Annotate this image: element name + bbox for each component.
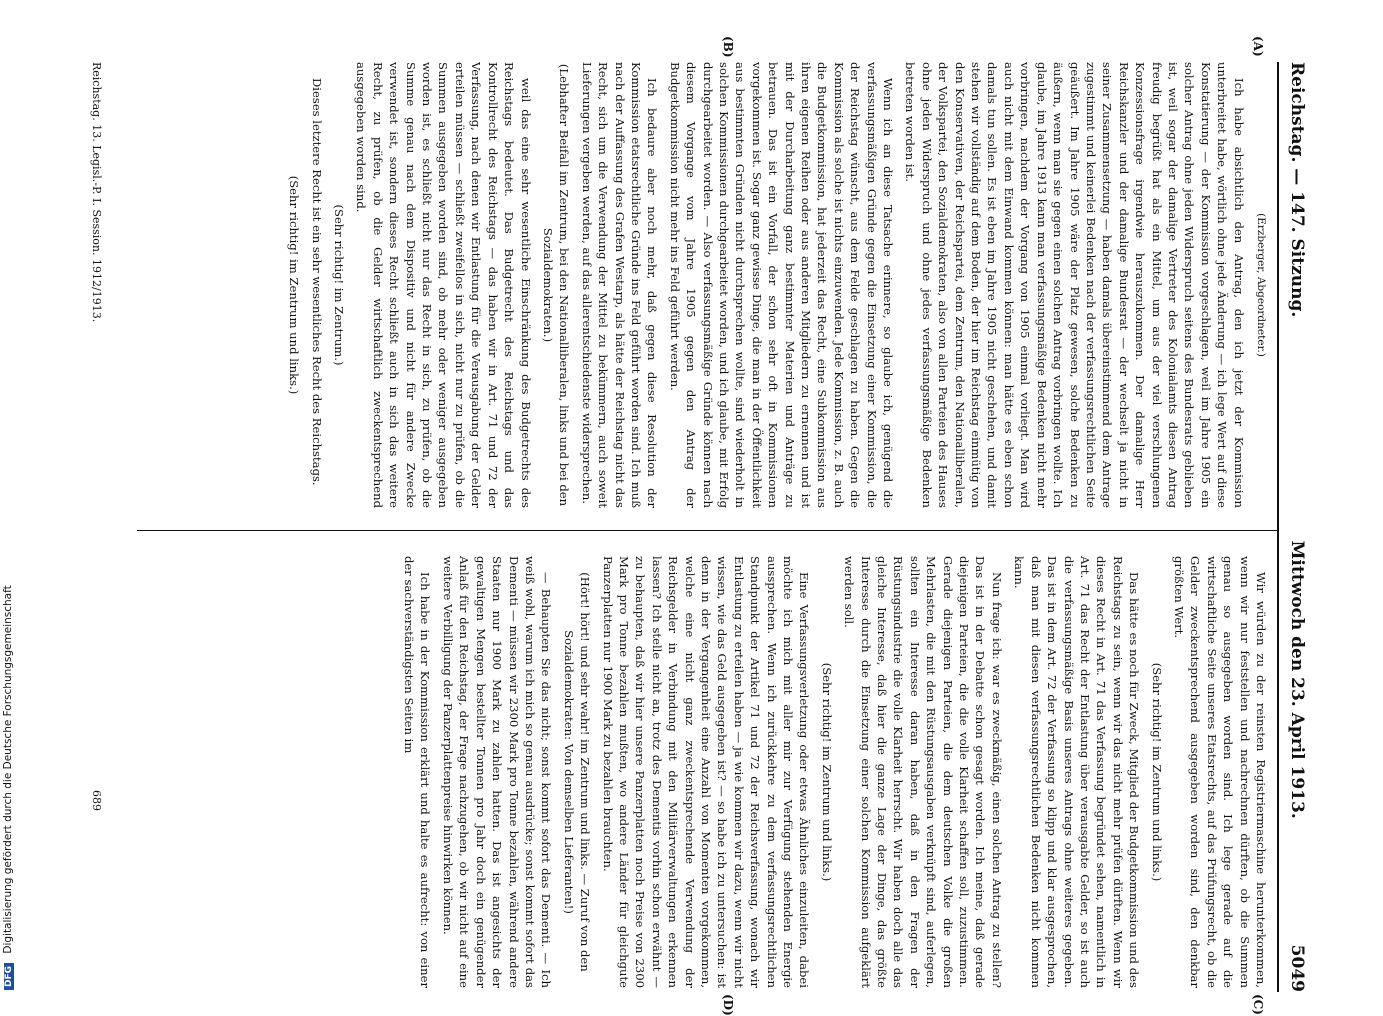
header-date-and-number bbox=[1287, 541, 1307, 992]
paragraph: Ich habe in der Kommission erklärt und halte es aufrecht: von einer der sachverständigsten Seiten im bbox=[402, 556, 433, 988]
speaker-line: (Erzberger, Abgeordneter.) bbox=[1255, 213, 1267, 357]
margin-marker-b: (B) bbox=[721, 36, 735, 58]
paragraph: Ich bedaure aber noch mehr, daß gegen diese Resolution der Kommission etatsrechtliche Gründe ins Feld geführt worden sind. Ich muß nach der Auffassung des Grafen Westarp, als hätte der Reichstag nicht das Recht, sich um die Verwendung der Mittel zu bekümmern, auch soweit Lieferungen vergeben werden, auf das allerentschiedenste widersprechen. bbox=[579, 62, 660, 508]
audience-reaction: (Sehr richtig! im Zentrum und links.) bbox=[1149, 662, 1164, 882]
header-title: Reichstag. — 147. Sitzung. bbox=[1287, 62, 1307, 318]
digitization-text: Digitalisierung gefördert durch die Deutsche Forschungsgemeinschaft bbox=[2, 585, 14, 954]
paragraph: Eine Verfassungsverletzung oder etwas Ähnliches einzuleiten, dabei möchte ich mich mit aller mir zur Verfügung stehenden Energie aussprechen. Wenn ich zurückkehre zu dem verfassungsrechtlichen Standpunkt der Artikel 71 und 72 der Reichsverfassung, wonach wir Entlastung zu erteilen haben — ja wie kommen wir dazu, wenn wir nicht wissen, wie das Geld ausgegeben ist? — so habe ich zu untersuchen: ist denn in der Vergangenheit eine Anzahl von Momenten vorgekommen, welche eine nicht ganz zweckentsprechende Verwendung der Reichsgelder in Verbindung mit den Militärverwaltungen erkennen lassen? Ich stelle nicht an, trotz des Dementis vorhin schon erwähnt — zu behaupten, daß wir hier unsere Panzerplatten noch Preise von 2300 Mark pro Tonne bezahlen mußten, wo andere Länder für gleichgute Panzerplatten nur 1900 Mark zu bezahlen brauchten. bbox=[600, 556, 812, 988]
paragraph: Das hätte es noch für Zweck, Mitglied der Budgetkommission und des Reichstags zu sein, wenn wir das nicht mehr prüfen dürften. Wenn wir dieses Recht in Art. 71 das Verfassung begründet sehen, namentlich in Art. 71 das Recht der Entlastung über verausgabte Gelder, so ist auch die verfassungsmäßige Basis unseres Antrags ohne weiteres gegeben. Das ist in dem Art. 72 der Verfassung so klipp und klar ausgesprochen, daß man mit diesen verfassungsrechtlichen Bedenken nicht kommen kann. bbox=[1012, 556, 1142, 988]
margin-marker-d: (D) bbox=[721, 994, 735, 1016]
paragraph: — Behaupten Sie das nicht; sonst kommt sofort das Dementi. — Ich weiß wohl, warum ich mich so genau ausdrücke; sonst kommt sofort das Dementi — müssen wir 2300 Mark pro Tonne bezahlen, während andere Staaten nur 1900 Mark zu zahlen hatten. Das ist angesichts der gewaltigen Mengen bestellter Tonnen pro Jahr doch ein genügender Anlaß für den Reichstag, der Frage nachzugehen, ob wir nicht auf eine weitere Verbilligung der Panzerplattenpreise hinwirken können. bbox=[440, 556, 554, 988]
audience-reaction: (Sehr richtig! im Zentrum und links.) bbox=[287, 175, 302, 395]
paragraph: Dieses letztere Recht ist ein sehr wesentliches Recht des Reichstags. bbox=[309, 78, 324, 486]
footer-page-number: 689 bbox=[90, 790, 103, 811]
left-text-column bbox=[129, 62, 1269, 508]
margin-marker-c: (C) bbox=[1251, 994, 1265, 1015]
newspaper-page bbox=[40, 0, 1335, 1016]
paragraph: Wenn ich an diese Tatsache erinnere, so glaube ich, genügend die verfassungsmäßigen Gründe gegen die Einsetzung einer Kommission, die der Reichstag wünscht, aus dem Felde geschlagen zu haben. Gegen die Kommission als solche ist nichts einzuwenden. Jede Kommission, z. B. auch die Budgetkommission, hat jederzeit das Recht, eine Subkommission aus ihren eigenen Reihen oder aus anderen Mitgliedern zu ernennen und ist mit der Durcharbeitung ganz bestimmter Materien und Anträge zu betrauen. Das ist ein Vorfall, der schon sehr oft in Kommissionen vorgekommen ist. Sogar ganz gewisse Dinge, die man in der Öffentlichkeit aus bestimmten Gründen nicht durchsprechen wollte, sind wiederholt in solchen Kommissionen durchgearbeitet worden, und ich glaube, mit Erfolg durchgearbeitet worden. — Also verfassungsmäßige Gründe können nach diesem Vorgange vom Jahre 1905 gegen den Antrag der Budgetkommission nicht mehr ins Feld geführt werden. bbox=[667, 62, 896, 508]
margin-marker-a: (A) bbox=[1251, 36, 1265, 57]
paragraph: Wir würden zu der reinsten Registriermaschine herunterkommen, wenn wir nur feststellen und nachrechnen dürften, ob die Summen genau so ausgegeben worden sind. Ich lege gerade auf die wirtschaftliche Seite unseres Etatsrechts, auf das Prüfungsrecht, ob die Gelder zweckentsprechend ausgegeben worden sind, den denkbar größten Wert. bbox=[1171, 556, 1268, 988]
audience-reaction: (Hört! hört! und sehr wahr! im Zentrum und links. — Zuruf von den Sozialdemokraten: Von demselben Lieferanten!) bbox=[561, 572, 593, 972]
page-number: 5049 bbox=[1287, 944, 1307, 992]
right-text-column bbox=[129, 556, 1269, 988]
footer-session-info: Reichstag. 13. Legisl.-P. I. Session. 1912/1913. bbox=[90, 62, 103, 323]
paragraph: Ich habe absichtlich den Antrag, den ich jetzt der Kommission unterbreitet habe, wörtlich ohne jede Änderung — ich lege Wert auf diese Konstatierung — der Kommission vorgeschlagen, weil im Jahre 1905 ein solcher Antrag ohne jeden Widerspruch seitens des Bundesrats geblieben ist, weil sogar der damalige Vertreter des Kolonialamts diesen Antrag freudig begrüßt hat als ein Mittel, um aus der viel verschlungenen Konzessionsfrage irgendwie herauszukommen. Der damalige Herr Reichskanzler und der damalige Bundesrat — der wechselt ja nicht in seiner Zusammensetzung — haben damals übereinstimmend dem Antrage zugestimmt und keinerlei Bedenken nach der verfassungsrechtlichen Seite geäußert. Im Jahre 1905 wäre der Platz gewesen, solche Bedenken zu äußern, wenn man sie gegen einen solchen Antrag vorbringen wollte. Ich glaube, im Jahre 1913 kann man verfassungsmäßige Bedenken nicht mehr vorbringen, nachdem der Vorgang von 1905 einmal vorliegt. Man wird auch nicht mit dem Einwand kommen können: man hätte es eben schon damals tun sollen. Es ist eben im Jahre 1905 nicht geschehen, und damit stehen wir vollständig auf dem Boden, der hier im Reichstag einmütig von den Konservativen, der Reichspartei, dem Zentrum, den Nationalliberalen, der Volkspartei, den Sozialdemokraten, also von allen Parteien des Hauses ohne jeden Widerspruch und ohne jedes verfassungsmäßige Bedenken betreten worden ist. bbox=[903, 62, 1246, 508]
page-header bbox=[1277, 62, 1313, 992]
audience-reaction: (Sehr richtig! im Zentrum und links.) bbox=[819, 662, 834, 882]
header-date: Mittwoch den 23. April 1913. bbox=[1287, 540, 1307, 819]
column-divider bbox=[137, 530, 1277, 531]
audience-reaction: (Lebhafter Beifall im Zentrum, bei den Nationalliberalen, links und bei den Sozialdemokraten.) bbox=[540, 63, 572, 507]
audience-reaction: (Sehr richtig! im Zentrum.) bbox=[332, 204, 347, 366]
paragraph: weil das eine sehr wesentliche Einschränkung des Budgetrechts des Reichstags bedeutet. Das Budgetrecht des Reichstags und das Kontrollrecht des Reichstags — das haben wir in Art. 71 und 72 der Verfassung, nach denen wir Entlastung für die Verausgabung der Gelder erteilen müssen — schließt zweifellos in sich, nicht nur zu prüfen, ob die Summen ausgegeben worden sind, ob mehr oder weniger ausgegeben worden ist, es schließt nicht nur das Recht in sich, zu prüfen, ob die Summe genau nach dem Dispositiv und nicht für andere Zwecke verwendet ist, sondern dieses Recht schließt auch in sich das weitere Recht, zu prüfen, ob die Gelder wirtschaftlich zweckentsprechend ausgegeben worden sind. bbox=[354, 62, 533, 508]
digitization-note bbox=[2, 10, 14, 990]
paragraph: Nun frage ich: war es zweckmäßig, einen solchen Antrag zu stellen? Das ist in der Debatte schon gesagt worden. Ich meine, daß gerade diejenigen Parteien, die die volle Klarheit schaffen soll, zuzustimmen. Gerade diejenigen Parteien, die dem deutschen Volke die großen Mehrlasten, die mit den Rüstungsausgaben verknüpft sind, auferlegen, sollten ein Interesse daran haben, daß in den Fragen der Rüstungsindustrie die volle Klarheit herrscht. Wir haben doch alle das gleiche Interesse, daß hier die ganze Lage der Dinge, das größte Interesse durch die Einsetzung einer solchen Kommission aufgeklärt werden soll. bbox=[842, 556, 1004, 988]
dfg-logo: DFG bbox=[4, 963, 14, 990]
